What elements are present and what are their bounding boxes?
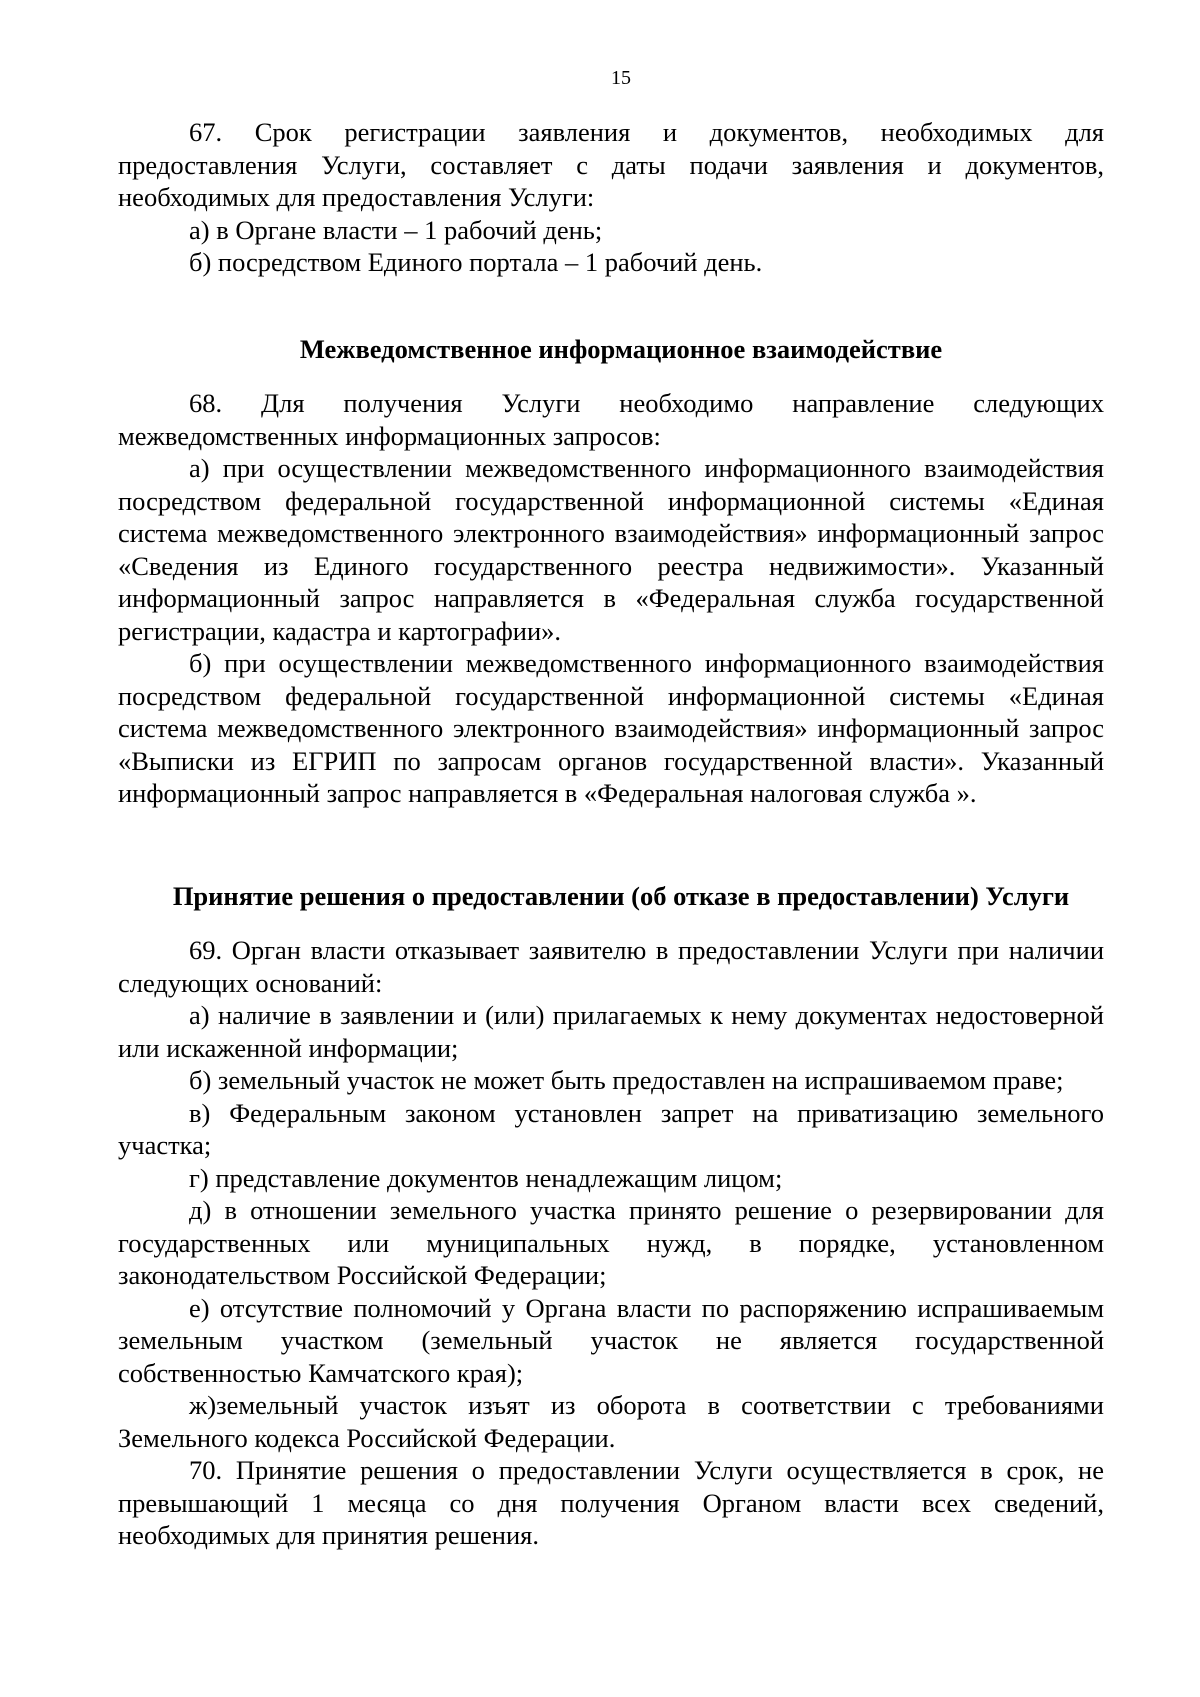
paragraph-69-zh: ж)земельный участок изъят из оборота в соответствии с требованиями Земельного кодекса Российской Федерации. bbox=[118, 1390, 1104, 1453]
paragraph-69-g: г) представление документов ненадлежащим лицом; bbox=[189, 1162, 783, 1193]
paragraph-69-e: е) отсутствие полномочий у Органа власти по распоряжению испрашиваемым земельным участком (земельный участок не является государственной собственностью Камчатского края); bbox=[118, 1292, 1104, 1388]
paragraph-67: 67. Срок регистрации заявления и документов, необходимых для предоставления Услуги, составляет с даты подачи заявления и документов, необходимых для предоставления Услуги: bbox=[118, 117, 1104, 212]
heading-interagency-interaction: Межведомственное информационное взаимодействие bbox=[299, 333, 943, 364]
paragraph-68: 68. Для получения Услуги необходимо направление следующих межведомственных информационных запросов: bbox=[118, 388, 1104, 451]
paragraph-69-a: а) наличие в заявлении и (или) прилагаемых к нему документах недостоверной или искаженной информации; bbox=[118, 1000, 1104, 1063]
paragraph-69-d: д) в отношении земельного участка принято решение о резервировании для государственных или муниципальных нужд, в порядке, установленном законодательством Российской Федерации; bbox=[118, 1195, 1104, 1290]
paragraph-67-b: б) посредством Единого портала – 1 рабочий день. bbox=[189, 247, 763, 277]
paragraph-70: 70. Принятие решения о предоставлении Услуги осуществляется в срок, не превышающий 1 месяца со дня получения Органом власти всех сведений, необходимых для принятия решения. bbox=[118, 1455, 1104, 1550]
paragraph-69-v: в) Федеральным законом установлен запрет на приватизацию земельного участка; bbox=[118, 1097, 1104, 1160]
paragraph-68-b: б) при осуществлении межведомственного информационного взаимодействия посредством федеральной государственной информационной системы «Единая система межведомственного электронного взаимодействия» информационный запрос «Выписки из ЕГРИП по запросам органов государственной власти». Указанный информационный запрос направляется в «Федеральная налоговая служба ». bbox=[118, 648, 1104, 808]
page-number: 15 bbox=[611, 67, 631, 89]
heading-decision-making: Принятие решения о предоставлении (об отказе в предоставлении) Услуги bbox=[172, 880, 1070, 911]
paragraph-69-b: б) земельный участок не может быть предоставлен на испрашиваемом праве; bbox=[189, 1065, 1064, 1095]
paragraph-67-a: а) в Органе власти – 1 рабочий день; bbox=[189, 214, 603, 245]
paragraph-69: 69. Орган власти отказывает заявителю в предоставлении Услуги при наличии следующих оснований: bbox=[118, 935, 1104, 998]
paragraph-68-a: а) при осуществлении межведомственного информационного взаимодействия посредством федеральной государственной информационной системы «Единая система межведомственного электронного взаимодействия» информационный запрос «Сведения из Единого государственного реестра недвижимости». Указанный информационный запрос направляется в «Федеральная служба государственной регистрации, кадастра и картографии». bbox=[118, 453, 1104, 646]
